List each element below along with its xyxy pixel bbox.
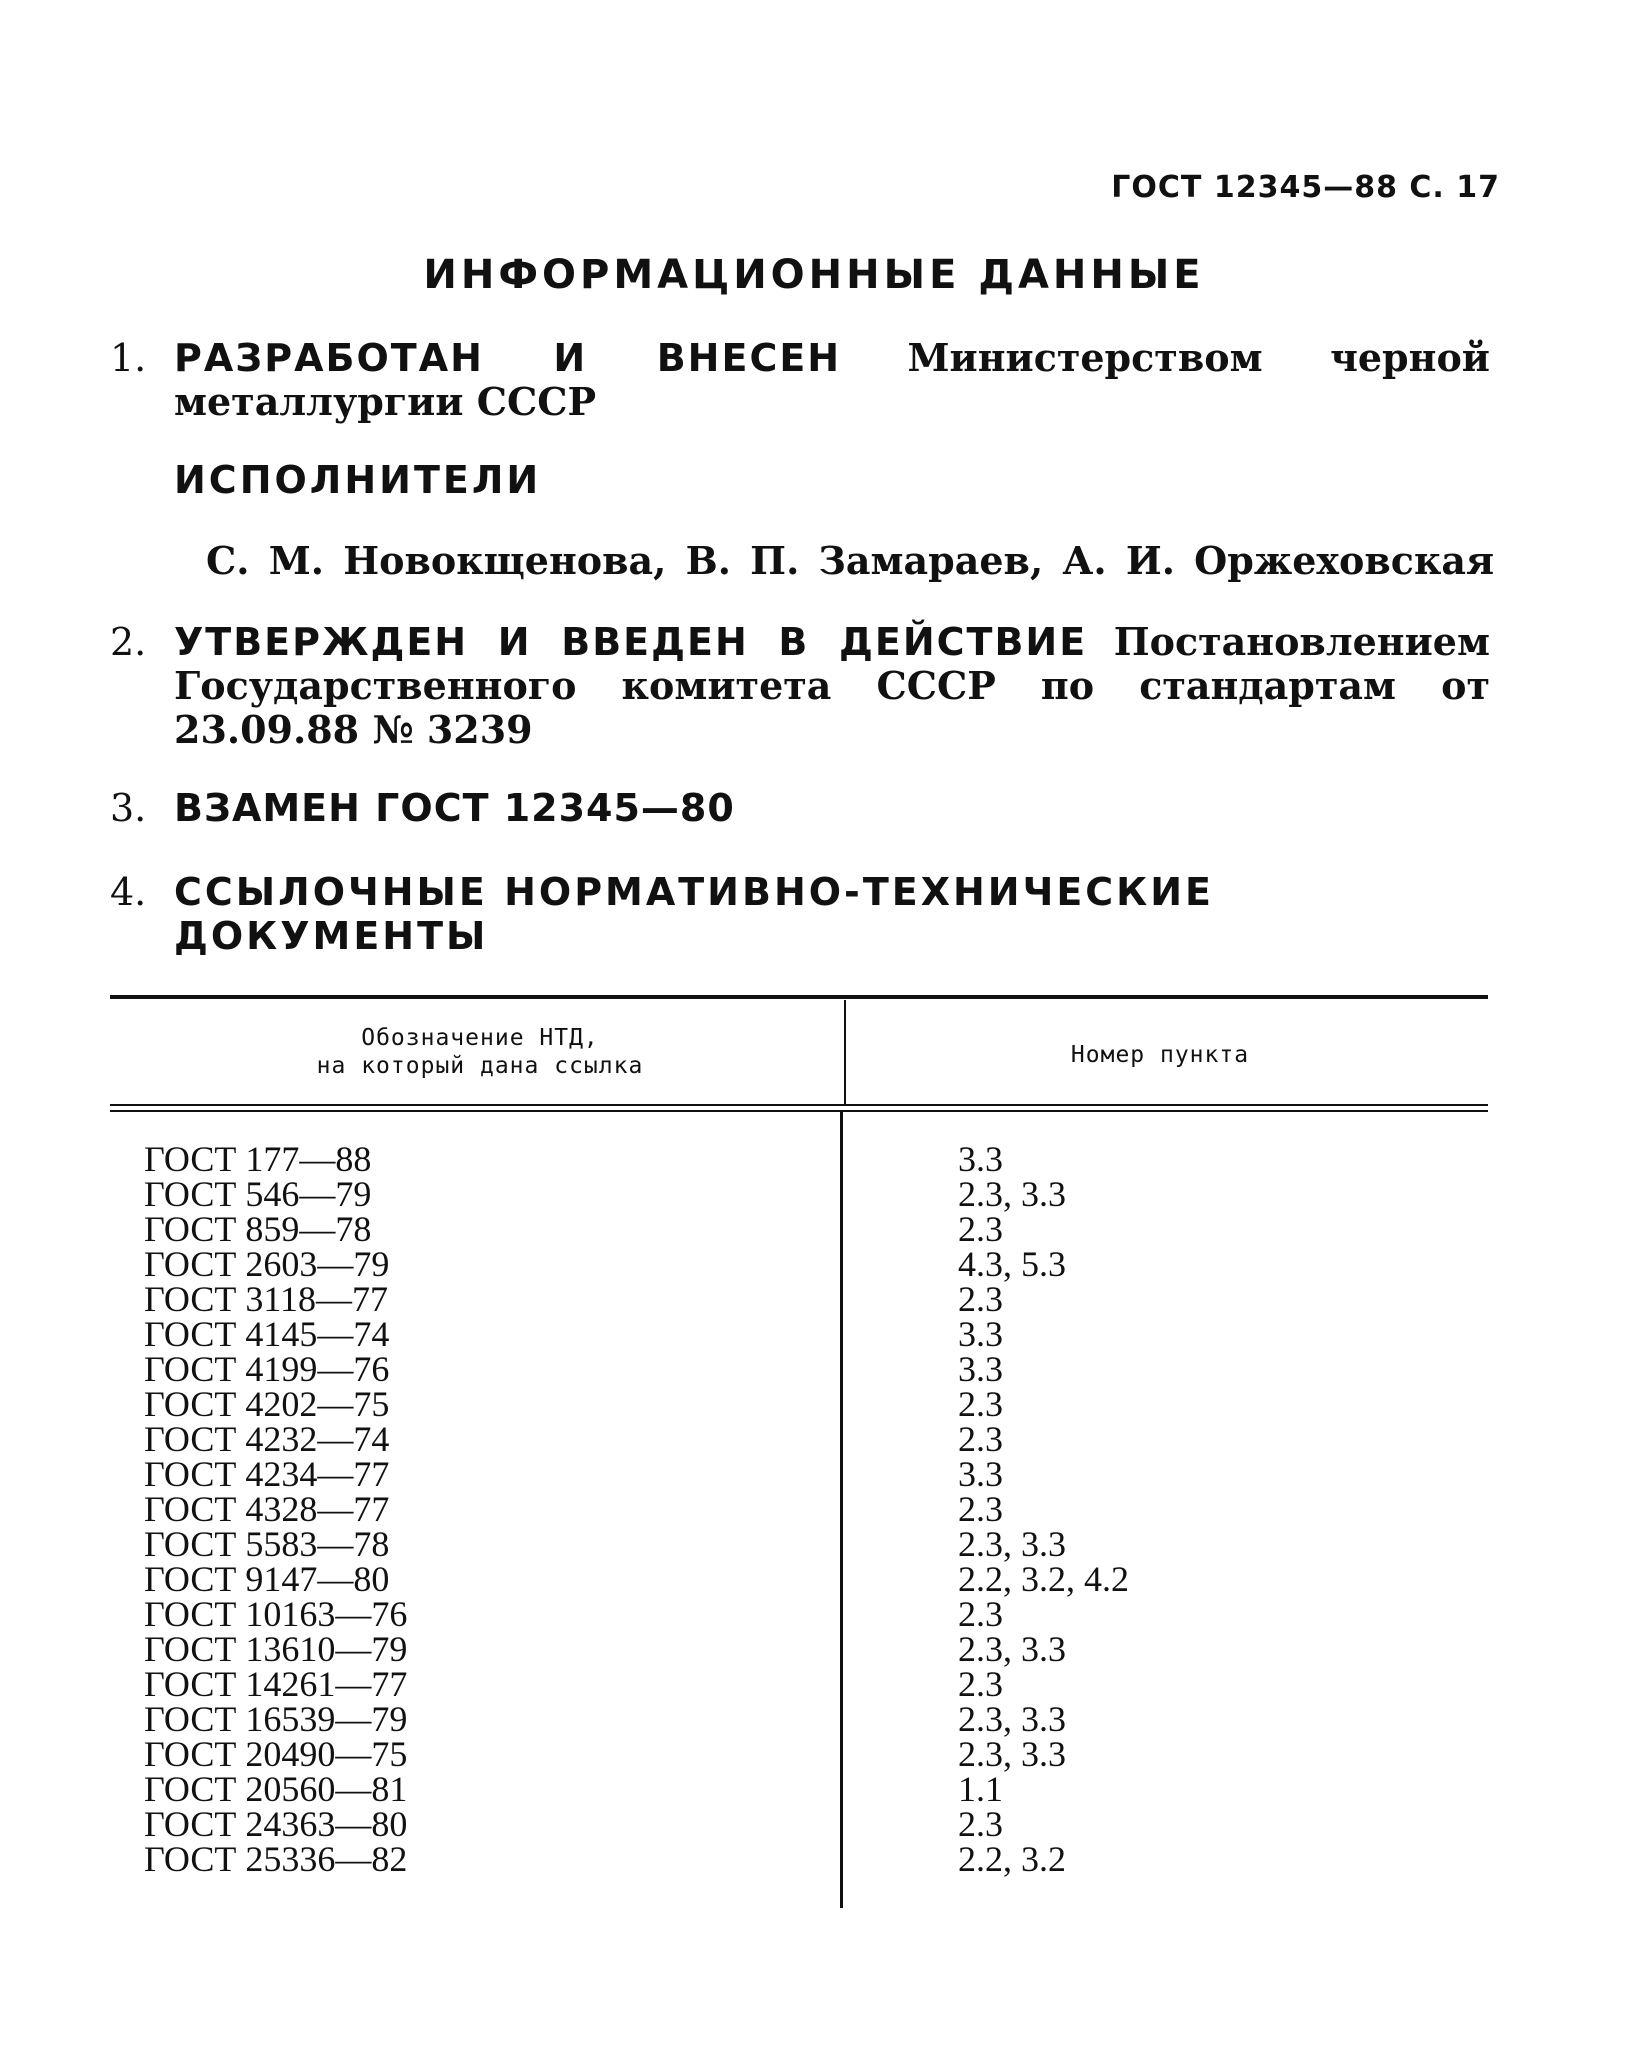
- table-header-divider: [844, 1000, 846, 1104]
- table-cell-doc: ГОСТ 24363—80: [144, 1804, 408, 1844]
- header-designation-line1: Обозначение НТД,: [361, 1025, 599, 1051]
- item-heading: РАЗРАБОТАН И ВНЕСЕН: [174, 336, 842, 380]
- item-number: 4.: [110, 870, 147, 914]
- item-text: Постановлением Государственного комитета СССР по стандартам от 23.09.88 № 3239: [174, 619, 1490, 752]
- item-replaces: [110, 786, 1490, 832]
- table-cell-clause: 2.3: [958, 1279, 1003, 1319]
- table-cell-clause: 1.1: [958, 1769, 1003, 1809]
- table-cell-doc: ГОСТ 4232—74: [144, 1419, 390, 1459]
- item-approved: [110, 620, 1490, 752]
- table-header-rule-2: [110, 1110, 1488, 1112]
- table-cell-doc: ГОСТ 2603—79: [144, 1244, 390, 1284]
- item-text: Министерством черной металлургии СССР: [174, 335, 1490, 424]
- header-clause: Номер пункта: [1070, 1042, 1250, 1068]
- header-designation-line2: на который дана ссылка: [316, 1053, 644, 1079]
- table-body-divider: [840, 1112, 843, 1908]
- table-cell-doc: ГОСТ 859—78: [144, 1209, 372, 1249]
- table-cell-doc: ГОСТ 13610—79: [144, 1629, 408, 1669]
- table-cell-doc: ГОСТ 4234—77: [144, 1454, 390, 1494]
- table-cell-clause: 2.3, 3.3: [958, 1629, 1066, 1669]
- item-heading: УТВЕРЖДЕН И ВВЕДЕН В ДЕЙСТВИЕ: [174, 620, 1088, 664]
- table-cell-clause: 2.3: [958, 1664, 1003, 1704]
- table-cell-clause: 3.3: [958, 1139, 1003, 1179]
- table-cell-doc: ГОСТ 177—88: [144, 1139, 372, 1179]
- table-top-rule: [110, 995, 1488, 999]
- table-cell-clause: 2.3: [958, 1419, 1003, 1459]
- table-cell-doc: ГОСТ 546—79: [144, 1174, 372, 1214]
- table-cell-doc: ГОСТ 9147—80: [144, 1559, 390, 1599]
- table-header-rule-1: [110, 1104, 1488, 1106]
- table-cell-doc: ГОСТ 5583—78: [144, 1524, 390, 1564]
- table-cell-doc: ГОСТ 3118—77: [144, 1279, 389, 1319]
- table-cell-doc: ГОСТ 20560—81: [144, 1769, 408, 1809]
- table-cell-clause: 2.3: [958, 1209, 1003, 1249]
- table-cell-clause: 4.3, 5.3: [958, 1244, 1066, 1284]
- item-number: 3.: [110, 786, 147, 830]
- table-cell-clause: 2.3: [958, 1489, 1003, 1529]
- column-designation: [144, 1139, 408, 1879]
- table-cell-doc: ГОСТ 14261—77: [144, 1664, 408, 1704]
- table-cell-doc: ГОСТ 25336—82: [144, 1839, 408, 1879]
- table-cell-clause: 2.2, 3.2: [958, 1839, 1066, 1879]
- item-heading: ВЗАМЕН ГОСТ 12345—80: [174, 786, 735, 830]
- table-cell-clause: 2.3, 3.3: [958, 1734, 1066, 1774]
- item-number: 2.: [110, 620, 147, 664]
- table-cell-doc: ГОСТ 16539—79: [144, 1699, 408, 1739]
- item-heading: ССЫЛОЧНЫЕ НОРМАТИВНО-ТЕХНИЧЕСКИЕ ДОКУМЕНТЫ: [174, 870, 1214, 958]
- table-cell-doc: ГОСТ 4328—77: [144, 1489, 390, 1529]
- table-cell-doc: ГОСТ 4202—75: [144, 1384, 390, 1424]
- column-clause: [958, 1139, 1129, 1879]
- table-cell-doc: ГОСТ 10163—76: [144, 1594, 408, 1634]
- page-header: ГОСТ 12345—88 С. 17: [1111, 170, 1500, 205]
- header-designation: [220, 1024, 740, 1080]
- page-title: ИНФОРМАЦИОННЫЕ ДАННЫЕ: [423, 252, 1205, 298]
- executors-names: С. М. Новокщенова, В. П. Замараев, А. И. Оржеховская: [206, 538, 1495, 583]
- table-cell-clause: 2.3: [958, 1594, 1003, 1634]
- table-cell-doc: ГОСТ 20490—75: [144, 1734, 408, 1774]
- table-cell-clause: 2.3, 3.3: [958, 1524, 1066, 1564]
- executors-label: ИСПОЛНИТЕЛИ: [174, 458, 542, 502]
- item-developed: [110, 336, 1490, 426]
- table-cell-clause: 2.3, 3.3: [958, 1174, 1066, 1214]
- item-number: 1.: [110, 336, 147, 380]
- table-cell-clause: 2.3: [958, 1804, 1003, 1844]
- table-cell-clause: 3.3: [958, 1454, 1003, 1494]
- table-cell-doc: ГОСТ 4145—74: [144, 1314, 390, 1354]
- item-references: [110, 870, 1490, 960]
- table-cell-doc: ГОСТ 4199—76: [144, 1349, 390, 1389]
- table-cell-clause: 3.3: [958, 1314, 1003, 1354]
- table-cell-clause: 2.3, 3.3: [958, 1699, 1066, 1739]
- table-cell-clause: 2.2, 3.2, 4.2: [958, 1559, 1129, 1599]
- table-cell-clause: 3.3: [958, 1349, 1003, 1389]
- table-cell-clause: 2.3: [958, 1384, 1003, 1424]
